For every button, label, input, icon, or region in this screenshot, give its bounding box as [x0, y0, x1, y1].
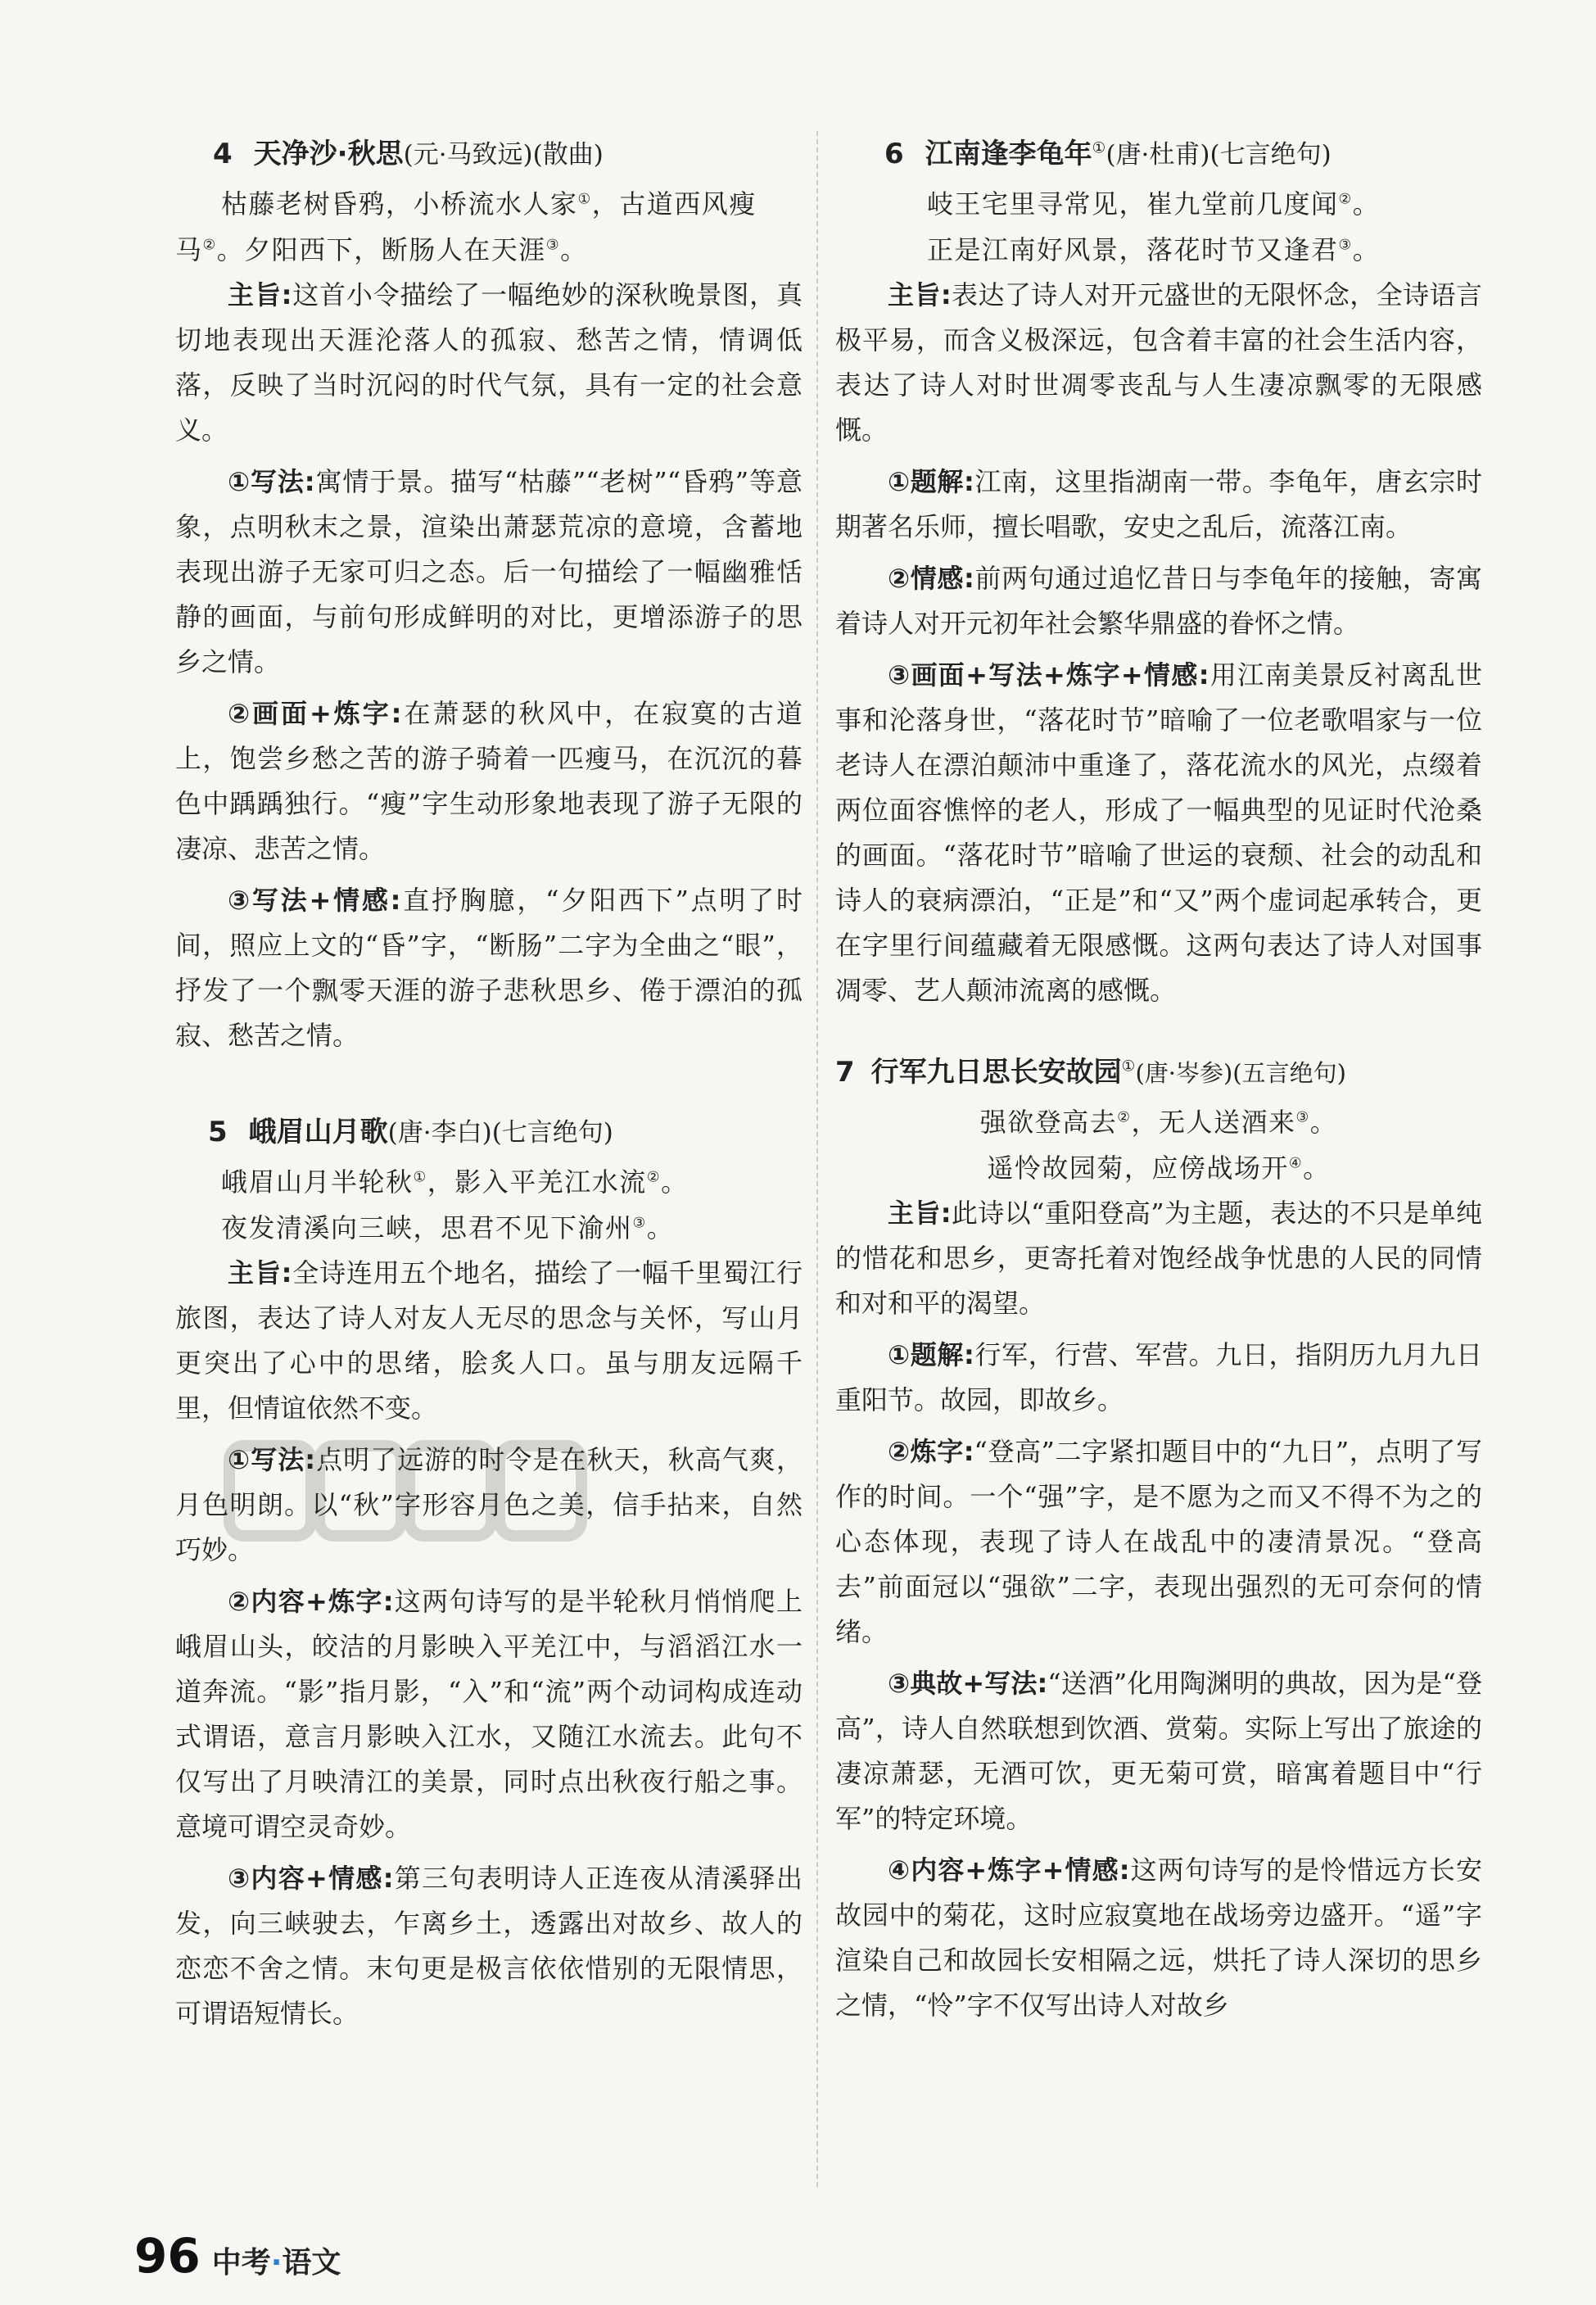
footnote-marker: ① — [1092, 139, 1106, 157]
para-text: 表达了诗人对开元盛世的无限怀念，全诗语言极平易，而含义极深远，包含着丰富的社会生活内容，表达了诗人对时世凋零丧乱与人生凄凉飘零的无限感慨。 — [835, 279, 1482, 446]
verse-text: 。 — [646, 1212, 675, 1243]
para-label: ②情感: — [888, 563, 974, 594]
theme-paragraph — [835, 273, 1482, 453]
verse-text: 。 — [560, 234, 588, 265]
poem-title: 江南逢李龟年 — [925, 138, 1092, 170]
left-column — [175, 131, 803, 2066]
page-number: 96 — [134, 2228, 201, 2284]
para-label: 主旨: — [228, 279, 292, 310]
para-text: 行军，行营、军营。九日，指阴历九月九日重阳节。故园，即故乡。 — [835, 1339, 1482, 1415]
note-paragraph — [835, 1333, 1482, 1423]
poem-verse — [175, 1205, 803, 1251]
book-subject-name: 语文 — [282, 2246, 341, 2280]
para-label: ①题解: — [888, 1339, 974, 1370]
page-footer — [134, 2228, 341, 2284]
para-text: 直抒胸臆，“夕阳西下”点明了时间，照应上文的“昏”字，“断肠”二字为全曲之“眼”，抒发了一个飘零天涯的游子悲秋思乡、倦于漂泊的孤寂、愁苦之情。 — [175, 885, 803, 1051]
para-text: 用江南美景反衬离乱世事和沦落身世，“落花时节”暗喻了一位老歌唱家与一位老诗人在漂泊颠沛中重逢了，落花流水的风光，点缀着两位面容憔悴的老人，形成了一幅典型的见证时代沧桑的画面。“落花时节”暗喻了世运的衰颓、社会的动乱和诗人的衰病漂泊，“正是”和“又”两个虚词起承转合，更在字里行间蕴藏着无限感慨。这两句表达了诗人对国事凋零、艺人颠沛流离的感慨。 — [835, 659, 1482, 1006]
note-paragraph — [835, 653, 1482, 1013]
note-paragraph — [175, 691, 803, 872]
poem-section-5 — [175, 1109, 803, 2036]
verse-text: 。 — [1352, 234, 1381, 265]
para-label: ④内容+炼字+情感: — [888, 1854, 1130, 1886]
para-label: 主旨: — [888, 1198, 952, 1229]
poem-verse — [835, 181, 1482, 227]
para-label: ①写法: — [228, 466, 315, 497]
verse-text: ，古道西风瘦 — [591, 188, 757, 220]
para-text: “送酒”化用陶渊明的典故，因为是“登高”，诗人自然联想到饮酒、赏菊。实际上写出了旅途的凄凉萧瑟，无酒可饮，更无菊可赏，暗寓着题目中“行军”的特定环境。 — [835, 1668, 1482, 1834]
para-text: 此诗以“重阳登高”为主题，表达的不只是单纯的惜花和思乡，更寄托着对饱经战争忧患的人民的同情和对和平的渴望。 — [835, 1198, 1482, 1319]
para-text: 这两句诗写的是半轮秋月悄悄爬上峨眉山头，皎洁的月影映入平羌江中，与滔滔江水一道奔流。“影”指月影，“入”和“流”两个动词构成连动式谓语，意言月影映入江水，又随江水流去。此句不仅写出了月映清江的美景，同时点出秋夜行船之事。意境可谓空灵奇妙。 — [175, 1586, 803, 1842]
note-paragraph — [835, 460, 1482, 550]
verse-text: 遥怜故园菊，应傍战场开 — [987, 1152, 1289, 1184]
verse-text: 马 — [175, 234, 203, 265]
footnote-marker: ① — [1121, 1057, 1136, 1076]
para-text: 全诗连用五个地名，描绘了一幅千里蜀江行旅图，表达了诗人对友人无尽的思念与关怀，写山月更突出了心中的思绪，脍炙人口。虽与朋友远隔千里，但情谊依然不变。 — [175, 1257, 803, 1424]
note-paragraph — [835, 1848, 1482, 2028]
poem-number: 5 — [208, 1116, 228, 1148]
verse-text: ，影入平羌江水流 — [427, 1166, 647, 1198]
poem-verse — [175, 1159, 803, 1205]
para-label: ③内容+情感: — [228, 1863, 394, 1894]
poem-verse — [175, 227, 803, 273]
para-label: 主旨: — [888, 279, 952, 310]
poem-verse — [835, 1145, 1482, 1191]
poem-verse — [175, 181, 803, 227]
note-paragraph — [835, 556, 1482, 646]
poem-header — [175, 1109, 803, 1156]
verse-text: ，无人送酒来 — [1131, 1107, 1296, 1138]
para-text: 点明了远游的时令是在秋天，秋高气爽，月色明朗。以“秋”字形容月色之美，信手拈来，自然巧妙。 — [175, 1444, 803, 1565]
verse-text: 。 — [1309, 1107, 1338, 1138]
para-label: ①写法: — [228, 1444, 316, 1475]
para-text: 在萧瑟的秋风中，在寂寞的古道上，饱尝乡愁之苦的游子骑着一匹瘦马，在沉沉的暮色中踽踽独行。“瘦”字生动形象地表现了游子无限的凄凉、悲苦之情。 — [175, 698, 803, 864]
verse-text: 枯藤老树昏鸦，小桥流水人家 — [221, 188, 578, 220]
footnote-marker: ② — [202, 237, 217, 254]
footnote-marker: ① — [413, 1169, 427, 1186]
para-text: “登高”二字紧扣题目中的“九日”，点明了写作的时间。一个“强”字，是不愿为之而又不得不为之的心态体现，表现了诗人在战乱中的凄清景况。“登高去”前面冠以“强欲”二字，表现出强烈的无可奈何的情绪。 — [835, 1436, 1482, 1647]
book-separator: · — [270, 2246, 283, 2280]
para-label: ②内容+炼字: — [228, 1586, 394, 1617]
para-text: 前两句通过追忆昔日与李龟年的接触，寄寓着诗人对开元初年社会繁华鼎盛的眷怀之情。 — [835, 563, 1482, 639]
verse-text: 夜发清溪向三峡，思君不见下渝州 — [221, 1212, 633, 1243]
note-paragraph — [835, 1661, 1482, 1841]
verse-text: 峨眉山月半轮秋 — [221, 1166, 414, 1198]
poem-section-7 — [835, 1049, 1482, 2028]
note-paragraph — [175, 1438, 803, 1573]
para-label: ③画面+写法+炼字+情感: — [888, 659, 1209, 691]
note-paragraph — [175, 1579, 803, 1850]
book-name: 中考 — [211, 2246, 271, 2280]
footnote-marker: ② — [646, 1169, 662, 1186]
para-text: 寓情于景。描写“枯藤”“老树”“昏鸦”等意象，点明秋末之景，渲染出萧瑟荒凉的意境，含蓄地表现出游子无家可归之态。后一句描绘了一幅幽雅恬静的画面，与前句形成鲜明的对比，更增添游子的思乡之情。 — [175, 466, 803, 677]
verse-text: 正是江南好风景，落花时节又逢君 — [927, 234, 1339, 265]
footnote-marker: ① — [577, 191, 592, 208]
para-text: 第三句表明诗人正连夜从清溪驿出发，向三峡驶去，乍离乡土，透露出对故乡、故人的恋恋不舍之情。末句更是极言依依惜别的无限情思，可谓语短情长。 — [175, 1863, 803, 2029]
poem-section-4 — [175, 131, 803, 1058]
verse-text: 。 — [661, 1166, 689, 1198]
book-subject — [212, 2246, 341, 2280]
poem-number: 7 — [835, 1056, 855, 1089]
poem-meta: (元·马致远)(散曲) — [403, 140, 604, 170]
verse-text: 强欲登高去 — [979, 1107, 1118, 1138]
footnote-marker: ③ — [1295, 1109, 1310, 1126]
poem-meta: (唐·李白)(七言绝句) — [387, 1118, 613, 1148]
verse-text: 。 — [1303, 1152, 1331, 1184]
para-label: ②画面+炼字: — [228, 698, 402, 729]
para-text: 这首小令描绘了一幅绝妙的深秋晚景图，真切地表现出天涯沦落人的孤寂、愁苦之情，情调低落，反映了当时沉闷的时代气氛，具有一定的社会意义。 — [175, 279, 803, 446]
poem-header — [835, 1049, 1482, 1096]
para-text: 江南，这里指湖南一带。李龟年，唐玄宗时期著名乐师，擅长唱歌，安史之乱后，流落江南。 — [835, 466, 1482, 542]
verse-text: 。 — [1352, 188, 1381, 220]
poem-verse — [835, 227, 1482, 273]
poem-title: 峨眉山月歌 — [248, 1116, 388, 1148]
footnote-marker: ④ — [1288, 1155, 1304, 1172]
poem-number: 6 — [884, 138, 904, 170]
footnote-marker: ② — [1338, 191, 1353, 208]
poem-meta: (唐·岑参)(五言绝句) — [1135, 1059, 1346, 1087]
theme-paragraph — [175, 273, 803, 453]
poem-meta: (唐·杜甫)(七言绝句) — [1105, 140, 1332, 170]
right-column — [835, 131, 1482, 2058]
footnote-marker: ③ — [1338, 237, 1353, 254]
poem-header — [835, 131, 1482, 178]
footnote-marker: ② — [1117, 1109, 1132, 1126]
footnote-marker: ③ — [632, 1215, 647, 1232]
theme-paragraph — [835, 1191, 1482, 1326]
poem-title: 行军九日思长安故园 — [870, 1056, 1122, 1089]
verse-text: 。夕阳西下，断肠人在天涯 — [216, 234, 546, 265]
para-label: ②炼字: — [888, 1436, 974, 1467]
note-paragraph — [175, 460, 803, 685]
theme-paragraph — [175, 1251, 803, 1431]
footnote-marker: ③ — [545, 237, 561, 254]
para-text: 这两句诗写的是怜惜远方长安故园中的菊花，这时应寂寞地在战场旁边盛开。“遥”字渲染自己和故园长安相隔之远，烘托了诗人深切的思乡之情，“怜”字不仅写出诗人对故乡 — [835, 1854, 1482, 2021]
verse-text: 岐王宅里寻常见，崔九堂前几度闻 — [927, 188, 1339, 220]
para-label: 主旨: — [228, 1257, 292, 1288]
poem-section-6 — [835, 131, 1482, 1013]
note-paragraph — [175, 878, 803, 1058]
poem-header — [175, 131, 803, 178]
para-label: ③写法+情感: — [228, 885, 401, 916]
poem-verse — [835, 1099, 1482, 1145]
note-paragraph — [835, 1429, 1482, 1655]
para-label: ①题解: — [888, 466, 974, 497]
column-divider — [816, 131, 818, 2187]
poem-title: 天净沙·秋思 — [253, 138, 404, 170]
note-paragraph — [175, 1856, 803, 2036]
poem-number: 4 — [213, 138, 233, 170]
para-label: ③典故+写法: — [888, 1668, 1048, 1699]
